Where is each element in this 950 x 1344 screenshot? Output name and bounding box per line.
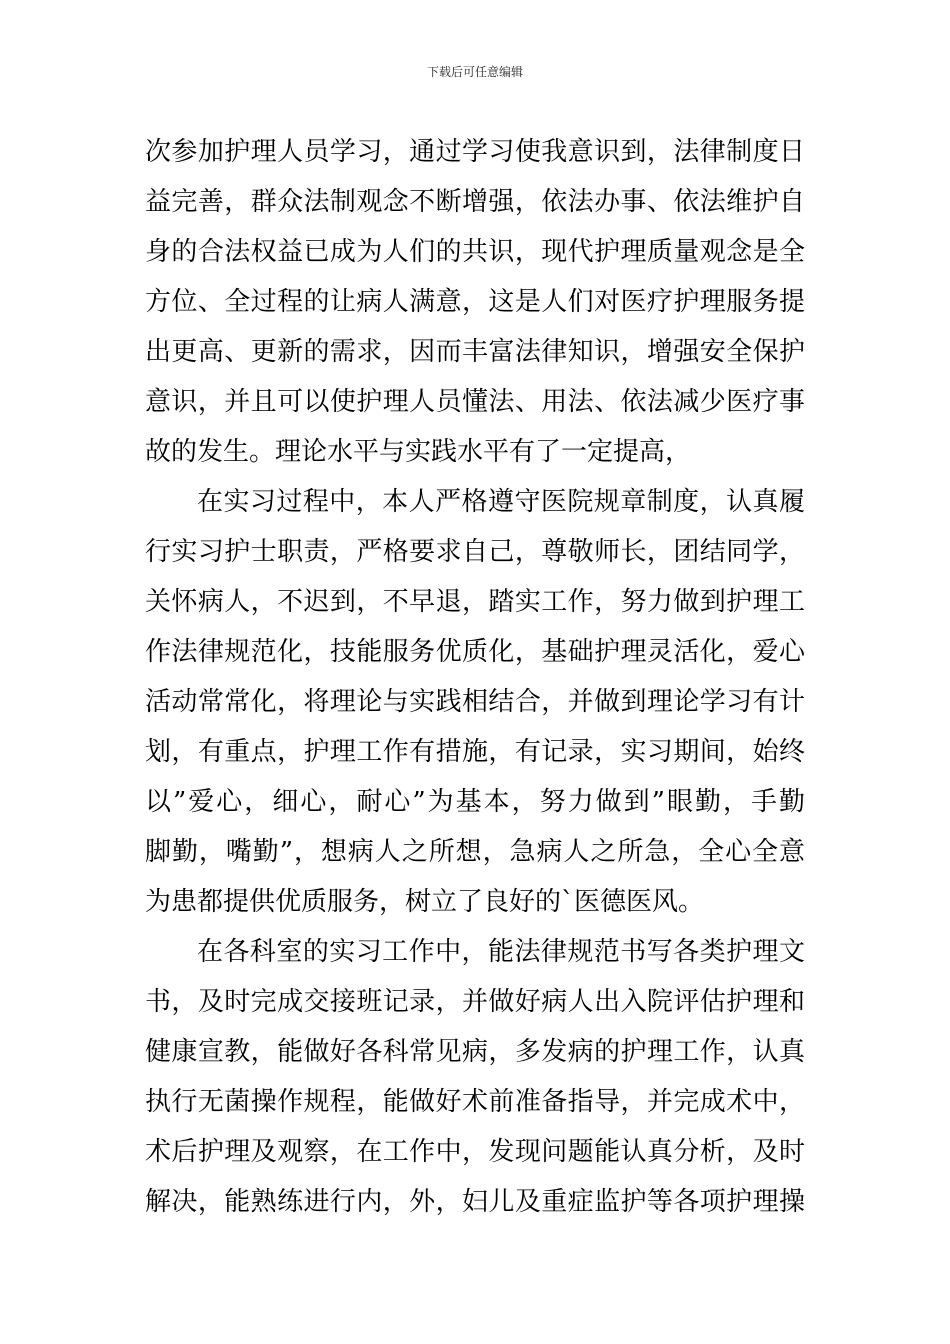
page-header: 下载后可任意编辑 — [426, 65, 523, 79]
text-line: 为患都提供优质服务，树立了良好的`医德医风。 — [145, 887, 705, 917]
text-line: 划，有重点，护理工作有措施，有记录，实习期间，始终 — [145, 737, 805, 767]
text-line: 书，及时完成交接班记录，并做好病人出入院评估护理和 — [145, 987, 805, 1017]
text-line: 术后护理及观察，在工作中，发现问题能认真分析，及时 — [145, 1137, 805, 1167]
text-line: 解决，能熟练进行内，外，妇儿及重症监护等各项护理操 — [145, 1187, 805, 1217]
text-line: 以”爱心，细心，耐心”为基本，努力做到”眼勤，手勤 — [145, 787, 805, 817]
text-line: 故的发生。理论水平与实践水平有了一定提高， — [145, 437, 692, 467]
text-line: 方位、全过程的让病人满意，这是人们对医疗护理服务提 — [145, 287, 805, 317]
text-line: 次参加护理人员学习，通过学习使我意识到，法律制度日 — [145, 137, 805, 167]
text-line: 作法律规范化，技能服务优质化，基础护理灵活化，爱心 — [145, 637, 805, 667]
text-line: 脚勤，嘴勤”，想病人之所想，急病人之所急，全心全意 — [145, 837, 805, 867]
text-line: 在各科室的实习工作中，能法律规范书写各类护理文 — [197, 937, 805, 967]
text-line: 意识，并且可以使护理人员懂法、用法、依法减少医疗事 — [145, 387, 805, 417]
text-line: 出更高、更新的需求，因而丰富法律知识，增强安全保护 — [145, 337, 805, 367]
text-line: 执行无菌操作规程，能做好术前准备指导，并完成术中， — [145, 1087, 805, 1117]
text-line: 活动常常化，将理论与实践相结合，并做到理论学习有计 — [145, 687, 805, 717]
text-line: 身的合法权益已成为人们的共识，现代护理质量观念是全 — [145, 237, 805, 267]
text-line: 在实习过程中，本人严格遵守医院规章制度，认真履 — [197, 487, 805, 517]
text-line: 益完善，群众法制观念不断增强，依法办事、依法维护自 — [145, 187, 805, 217]
text-line: 健康宣教，能做好各科常见病，多发病的护理工作，认真 — [145, 1037, 805, 1067]
text-line: 关怀病人，不迟到，不早退，踏实工作，努力做到护理工 — [145, 587, 805, 617]
text-line: 行实习护士职责，严格要求自己，尊敬师长，团结同学， — [145, 537, 805, 567]
